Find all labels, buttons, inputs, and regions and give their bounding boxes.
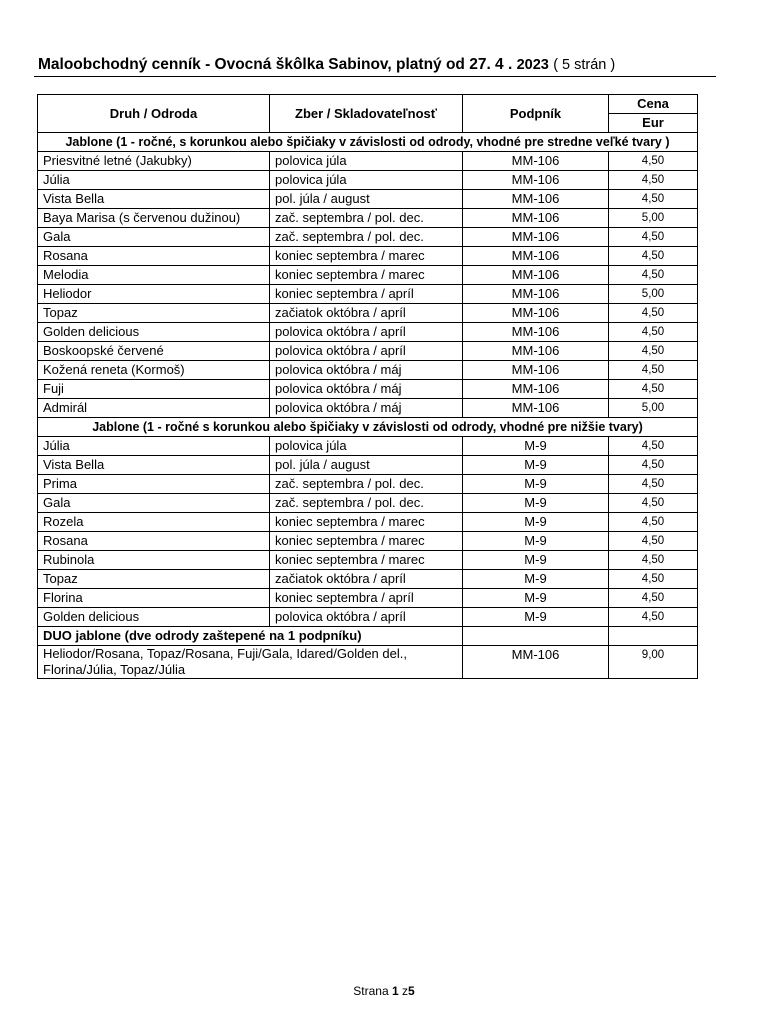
- header-cena: Cena: [609, 95, 698, 114]
- cell-podpnik: MM-106: [463, 228, 609, 247]
- cell-podpnik: M-9: [463, 551, 609, 570]
- cell-odroda: Heliodor: [38, 285, 270, 304]
- cell-zber: polovica októbra / máj: [270, 380, 463, 399]
- table-row: [38, 570, 698, 589]
- cell-odroda: Topaz: [38, 570, 270, 589]
- table-row: [38, 456, 698, 475]
- table-row: [38, 380, 698, 399]
- cell-cena: 4,50: [609, 589, 698, 608]
- cell-podpnik: M-9: [463, 475, 609, 494]
- cell-podpnik: MM-106: [463, 323, 609, 342]
- duo-header-row: [38, 627, 698, 646]
- cell-odroda: Golden delicious: [38, 608, 270, 627]
- cell-odroda: Gala: [38, 228, 270, 247]
- cell-odroda: Melodia: [38, 266, 270, 285]
- cell-podpnik: MM-106: [463, 342, 609, 361]
- cell-odroda: Rozela: [38, 513, 270, 532]
- cell-cena: 4,50: [609, 551, 698, 570]
- cell-zber: polovica júla: [270, 437, 463, 456]
- header-cena-unit: Eur: [609, 114, 698, 133]
- cell-podpnik: MM-106: [463, 266, 609, 285]
- section-header-2: [38, 418, 698, 437]
- cell-zber: polovica októbra / apríl: [270, 323, 463, 342]
- cell-zber: koniec septembra / marec: [270, 266, 463, 285]
- duo-combos: [38, 646, 463, 679]
- cell-cena: 4,50: [609, 570, 698, 589]
- table-row: [38, 209, 698, 228]
- cell-odroda: Prima: [38, 475, 270, 494]
- duo-title: DUO jablone (dve odrody zaštepené na 1 podpníku): [38, 627, 463, 646]
- cell-zber: koniec septembra / marec: [270, 247, 463, 266]
- header-row: [38, 95, 698, 114]
- table-row: [38, 247, 698, 266]
- cell-cena: 4,50: [609, 475, 698, 494]
- cell-podpnik: MM-106: [463, 190, 609, 209]
- cell-podpnik: MM-106: [463, 285, 609, 304]
- cell-zber: polovica júla: [270, 152, 463, 171]
- title-underline: [34, 76, 716, 77]
- cell-cena: 4,50: [609, 304, 698, 323]
- cell-odroda: Gala: [38, 494, 270, 513]
- table-row: [38, 494, 698, 513]
- cell-odroda: Admirál: [38, 399, 270, 418]
- table-row: [38, 304, 698, 323]
- cell-podpnik: M-9: [463, 437, 609, 456]
- cell-odroda: Kožená reneta (Kormoš): [38, 361, 270, 380]
- cell-cena: 4,50: [609, 361, 698, 380]
- cell-odroda: Vista Bella: [38, 190, 270, 209]
- cell-zber: pol. júla / august: [270, 456, 463, 475]
- cell-cena: 4,50: [609, 513, 698, 532]
- cell-cena: 5,00: [609, 399, 698, 418]
- cell-cena: 4,50: [609, 437, 698, 456]
- cell-zber: koniec septembra / marec: [270, 551, 463, 570]
- cell-zber: koniec septembra / marec: [270, 532, 463, 551]
- footer-separator: z: [402, 984, 409, 998]
- table-body: [38, 133, 698, 418]
- cell-zber: zač. septembra / pol. dec.: [270, 494, 463, 513]
- cell-zber: zač. septembra / pol. dec.: [270, 209, 463, 228]
- cell-podpnik: MM-106: [463, 152, 609, 171]
- table-row: [38, 266, 698, 285]
- cell-odroda: Fuji: [38, 380, 270, 399]
- cell-zber: začiatok októbra / apríl: [270, 570, 463, 589]
- cell-podpnik: MM-106: [463, 209, 609, 228]
- duo-podpnik: MM-106: [463, 646, 609, 679]
- cell-odroda: Priesvitné letné (Jakubky): [38, 152, 270, 171]
- cell-zber: zač. septembra / pol. dec.: [270, 475, 463, 494]
- table-body-duo: [38, 627, 698, 679]
- title-main: Maloobchodný cenník - Ovocná škôlka Sabinov, platný od 27. 4 .: [38, 56, 513, 73]
- table-row: [38, 437, 698, 456]
- table-row: [38, 399, 698, 418]
- cell-odroda: Topaz: [38, 304, 270, 323]
- table-row: [38, 551, 698, 570]
- duo-row: [38, 646, 698, 679]
- table-row: [38, 190, 698, 209]
- cell-podpnik: MM-106: [463, 380, 609, 399]
- cell-podpnik: M-9: [463, 589, 609, 608]
- cell-podpnik: M-9: [463, 570, 609, 589]
- cell-cena: 4,50: [609, 342, 698, 361]
- cell-podpnik: MM-106: [463, 304, 609, 323]
- cell-podpnik: MM-106: [463, 399, 609, 418]
- cell-cena: 4,50: [609, 323, 698, 342]
- cell-odroda: Rosana: [38, 532, 270, 551]
- cell-cena: 4,50: [609, 456, 698, 475]
- cell-zber: začiatok októbra / apríl: [270, 304, 463, 323]
- cell-zber: polovica októbra / apríl: [270, 342, 463, 361]
- footer-prefix: Strana: [353, 984, 389, 998]
- cell-odroda: Golden delicious: [38, 323, 270, 342]
- cell-cena: 4,50: [609, 266, 698, 285]
- cell-odroda: Júlia: [38, 437, 270, 456]
- cell-podpnik: MM-106: [463, 361, 609, 380]
- cell-odroda: Boskoopské červené: [38, 342, 270, 361]
- section-header-1: [38, 133, 698, 152]
- cell-cena: 4,50: [609, 532, 698, 551]
- cell-zber: polovica októbra / apríl: [270, 608, 463, 627]
- cell-cena: 4,50: [609, 380, 698, 399]
- duo-cena: 9,00: [609, 646, 698, 679]
- cell-odroda: Florina: [38, 589, 270, 608]
- cell-cena: 4,50: [609, 494, 698, 513]
- cell-podpnik: M-9: [463, 494, 609, 513]
- header-zber: Zber / Skladovateľnosť: [270, 95, 463, 133]
- price-table: [37, 94, 698, 679]
- title-pages: ( 5 strán ): [553, 57, 616, 73]
- table-row: [38, 608, 698, 627]
- cell-podpnik: M-9: [463, 532, 609, 551]
- duo-combos-line2: Florina/Júlia, Topaz/Júlia: [43, 662, 186, 677]
- cell-cena: 4,50: [609, 190, 698, 209]
- cell-zber: koniec septembra / marec: [270, 513, 463, 532]
- document-title: [38, 56, 615, 74]
- header-podpnik: Podpník: [463, 95, 609, 133]
- table-row: [38, 361, 698, 380]
- table-row: [38, 228, 698, 247]
- duo-header-empty-cena: [609, 627, 698, 646]
- header-druh: Druh / Odroda: [38, 95, 270, 133]
- cell-zber: polovica júla: [270, 171, 463, 190]
- cell-zber: koniec septembra / apríl: [270, 285, 463, 304]
- cell-zber: zač. septembra / pol. dec.: [270, 228, 463, 247]
- cell-cena: 4,50: [609, 608, 698, 627]
- cell-zber: pol. júla / august: [270, 190, 463, 209]
- page-footer: [0, 984, 768, 998]
- cell-cena: 4,50: [609, 171, 698, 190]
- cell-podpnik: M-9: [463, 456, 609, 475]
- cell-cena: 4,50: [609, 152, 698, 171]
- cell-podpnik: M-9: [463, 608, 609, 627]
- cell-odroda: Rosana: [38, 247, 270, 266]
- cell-zber: koniec septembra / apríl: [270, 589, 463, 608]
- table-row: [38, 152, 698, 171]
- cell-cena: 5,00: [609, 285, 698, 304]
- table-row: [38, 323, 698, 342]
- cell-cena: 5,00: [609, 209, 698, 228]
- cell-odroda: Júlia: [38, 171, 270, 190]
- cell-cena: 4,50: [609, 247, 698, 266]
- footer-total-pages: 5: [408, 984, 415, 998]
- cell-odroda: Rubinola: [38, 551, 270, 570]
- cell-podpnik: MM-106: [463, 171, 609, 190]
- duo-combos-line1: Heliodor/Rosana, Topaz/Rosana, Fuji/Gala, Idared/Golden del.,: [43, 646, 407, 661]
- cell-podpnik: MM-106: [463, 247, 609, 266]
- cell-cena: 4,50: [609, 228, 698, 247]
- cell-podpnik: M-9: [463, 513, 609, 532]
- table-row: [38, 285, 698, 304]
- table-row: [38, 171, 698, 190]
- table-body-2: [38, 418, 698, 627]
- duo-header-empty-podpnik: [463, 627, 609, 646]
- section-title-1: Jablone (1 - ročné, s korunkou alebo špičiaky v závislosti od odrody, vhodné pre stredne veľké tvary ): [38, 133, 698, 152]
- cell-odroda: Vista Bella: [38, 456, 270, 475]
- table-row: [38, 589, 698, 608]
- table-row: [38, 342, 698, 361]
- footer-current-page: 1: [391, 984, 399, 998]
- table-row: [38, 532, 698, 551]
- section-title-2: Jablone (1 - ročné s korunkou alebo špičiaky v závislosti od odrody, vhodné pre nižšie tvary): [38, 418, 698, 437]
- cell-zber: polovica októbra / máj: [270, 399, 463, 418]
- table-row: [38, 475, 698, 494]
- cell-zber: polovica októbra / máj: [270, 361, 463, 380]
- table-row: [38, 513, 698, 532]
- title-year: 2023: [516, 57, 549, 73]
- cell-odroda: Baya Marisa (s červenou dužinou): [38, 209, 270, 228]
